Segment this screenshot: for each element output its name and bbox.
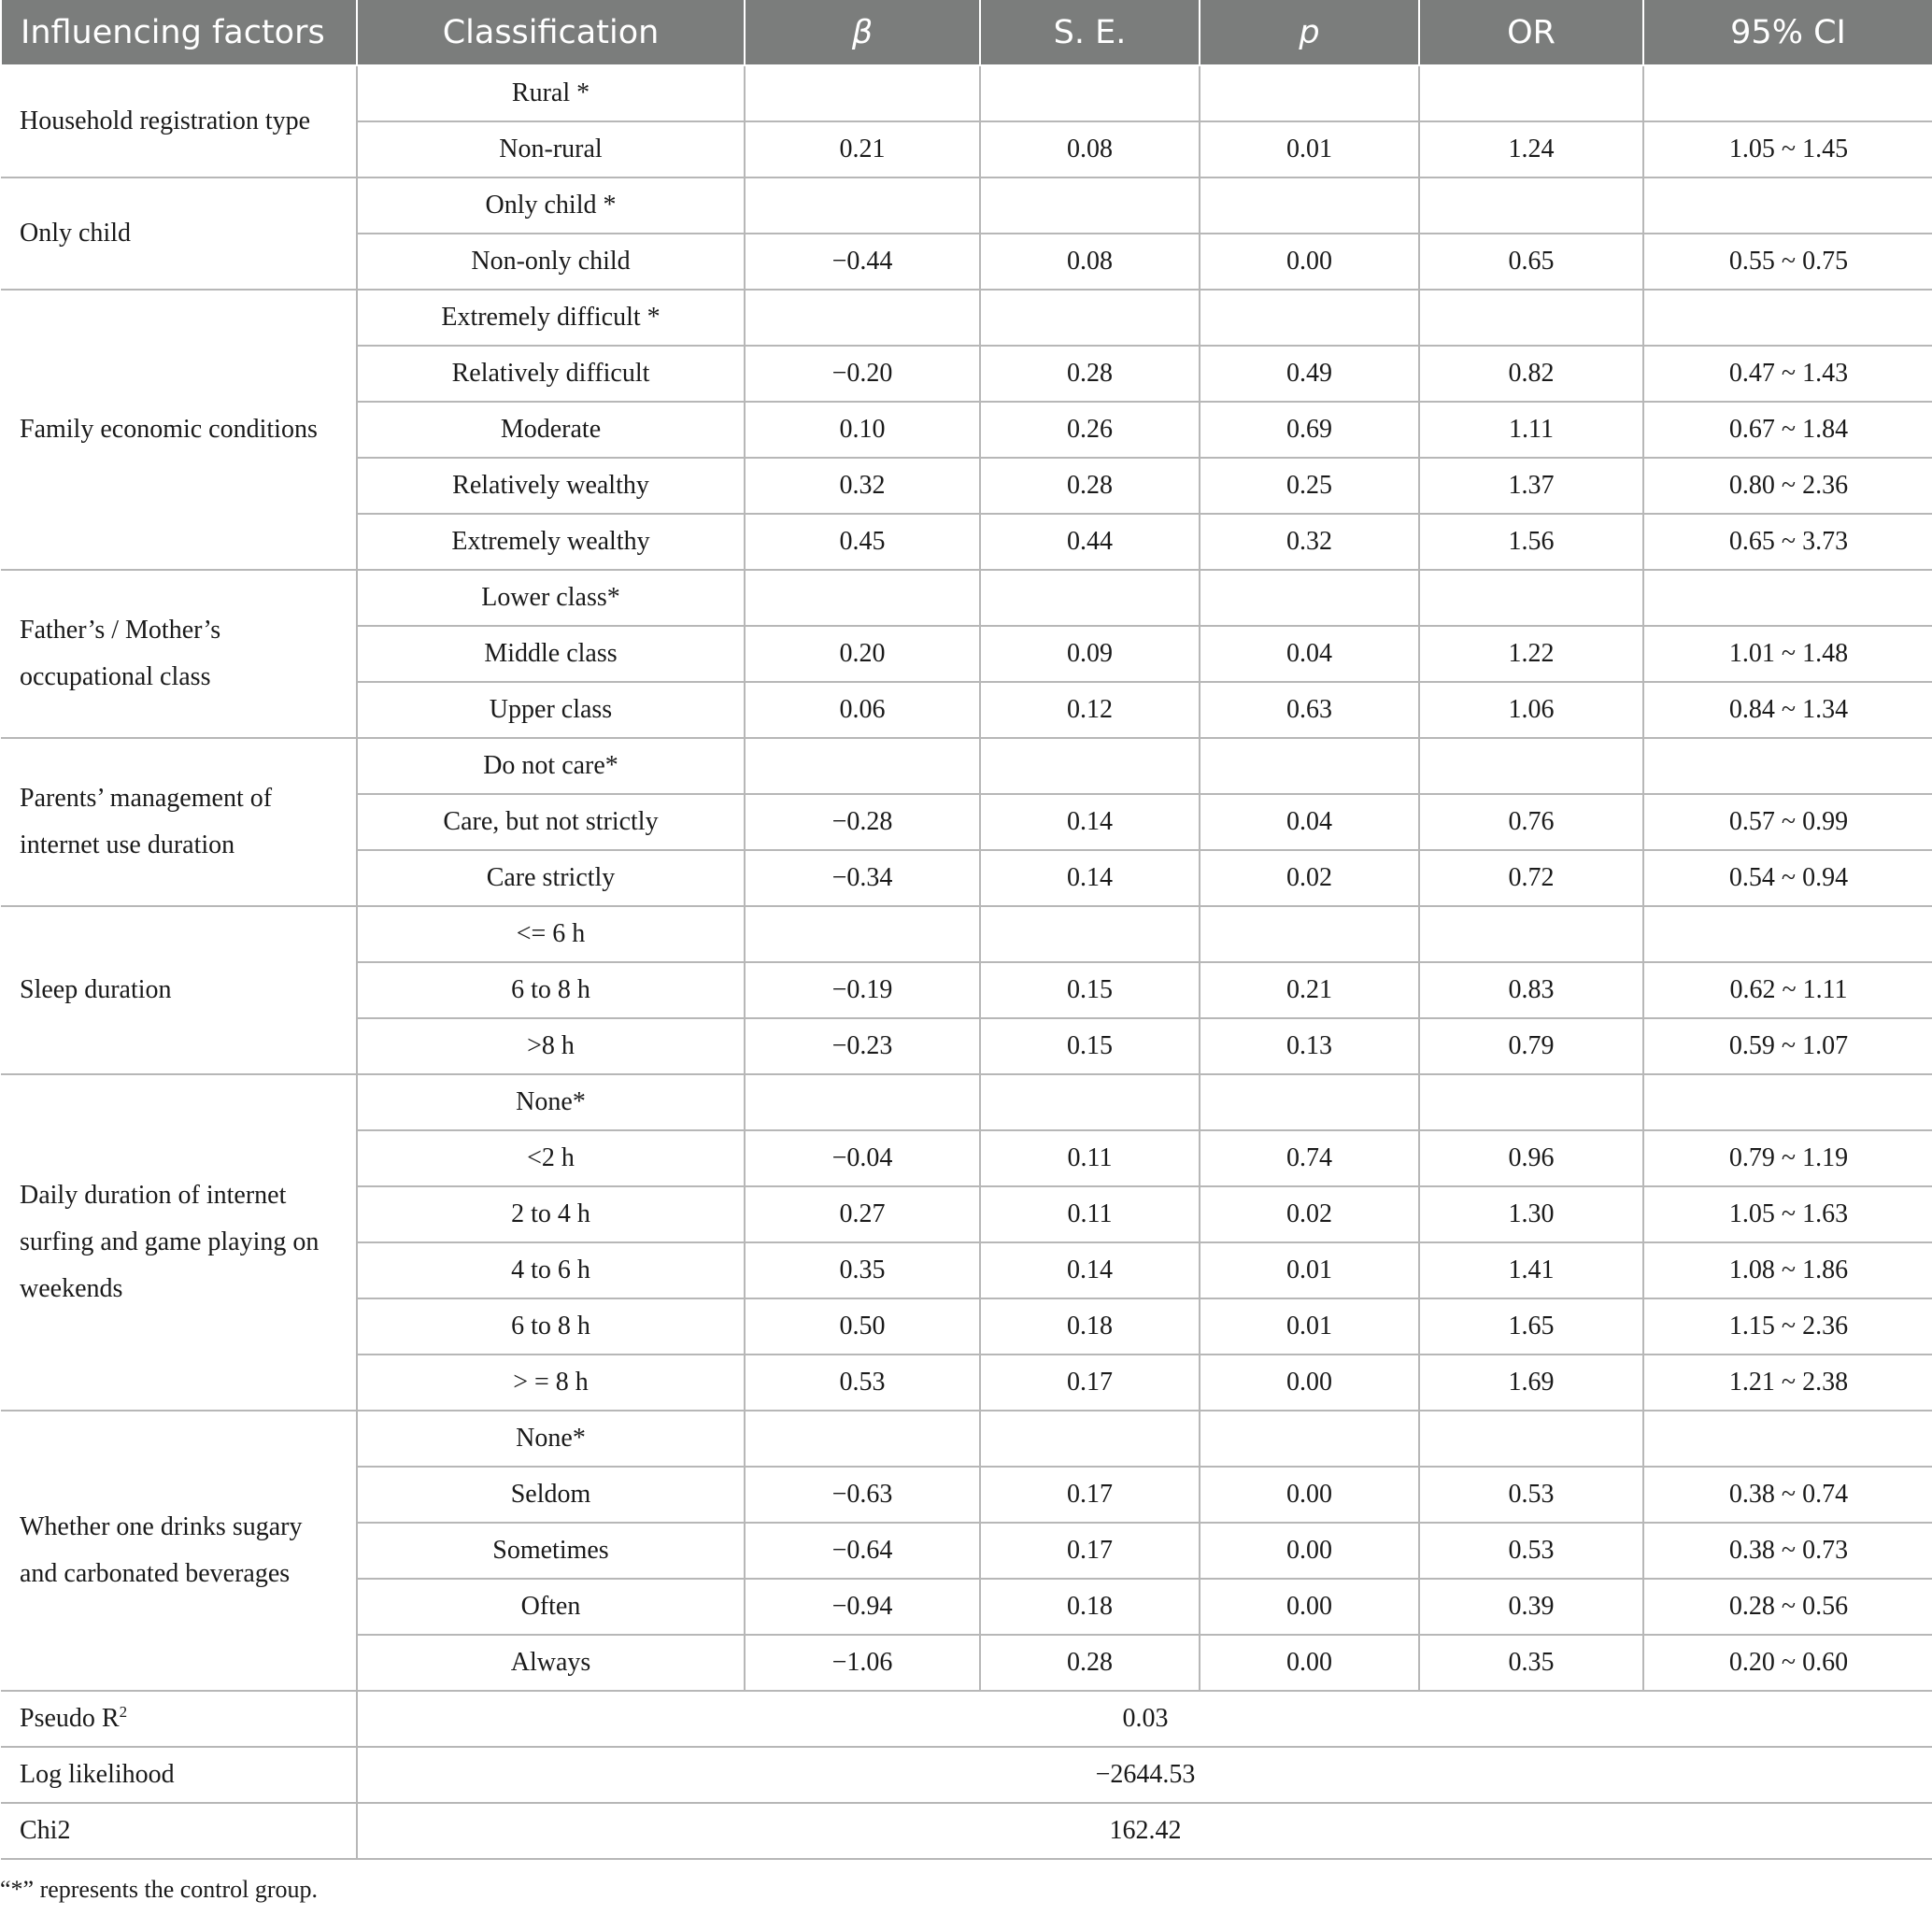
se-cell: 0.26 <box>980 402 1200 458</box>
ci-cell: 0.38 ~ 0.73 <box>1643 1523 1932 1579</box>
se-cell: 0.11 <box>980 1130 1200 1186</box>
classification-cell: None* <box>357 1411 745 1467</box>
ci-cell: 0.79 ~ 1.19 <box>1643 1130 1932 1186</box>
odds-ratio-cell: 1.24 <box>1419 121 1643 177</box>
se-cell: 0.09 <box>980 626 1200 682</box>
factor-cell: Family economic conditions <box>1 290 357 570</box>
ci-cell: 0.62 ~ 1.11 <box>1643 962 1932 1018</box>
factor-cell: Sleep duration <box>1 906 357 1074</box>
ci-cell: 1.08 ~ 1.86 <box>1643 1242 1932 1298</box>
odds-ratio-cell <box>1419 1411 1643 1467</box>
odds-ratio-cell: 0.76 <box>1419 794 1643 850</box>
ci-cell: 0.80 ~ 2.36 <box>1643 458 1932 514</box>
odds-ratio-cell: 0.72 <box>1419 850 1643 906</box>
ci-cell: 0.47 ~ 1.43 <box>1643 346 1932 402</box>
beta-cell: −0.94 <box>745 1579 980 1635</box>
odds-ratio-cell: 0.53 <box>1419 1523 1643 1579</box>
odds-ratio-cell: 1.30 <box>1419 1186 1643 1242</box>
beta-cell: 0.06 <box>745 682 980 738</box>
beta-cell: −0.04 <box>745 1130 980 1186</box>
p-value-cell: 0.63 <box>1200 682 1419 738</box>
factor-cell: Father’s / Mother’s occupational class <box>1 570 357 738</box>
p-value-cell: 0.25 <box>1200 458 1419 514</box>
beta-cell: 0.53 <box>745 1355 980 1411</box>
odds-ratio-cell <box>1419 1074 1643 1130</box>
classification-cell: Middle class <box>357 626 745 682</box>
se-cell: 0.14 <box>980 794 1200 850</box>
ci-cell <box>1643 65 1932 121</box>
classification-cell: Care strictly <box>357 850 745 906</box>
se-cell <box>980 177 1200 234</box>
se-cell: 0.28 <box>980 346 1200 402</box>
p-value-cell <box>1200 906 1419 962</box>
p-value-cell: 0.01 <box>1200 1298 1419 1355</box>
se-cell: 0.17 <box>980 1355 1200 1411</box>
table-row <box>1 1074 1932 1130</box>
classification-cell: Care, but not strictly <box>357 794 745 850</box>
p-value-cell: 0.04 <box>1200 626 1419 682</box>
ci-cell: 0.38 ~ 0.74 <box>1643 1467 1932 1523</box>
odds-ratio-cell: 1.69 <box>1419 1355 1643 1411</box>
beta-cell: 0.21 <box>745 121 980 177</box>
header-or: OR <box>1419 0 1643 65</box>
beta-cell: 0.35 <box>745 1242 980 1298</box>
table-row <box>1 290 1932 346</box>
odds-ratio-cell: 1.22 <box>1419 626 1643 682</box>
beta-cell <box>745 177 980 234</box>
p-value-cell: 0.32 <box>1200 514 1419 570</box>
p-value-cell: 0.00 <box>1200 234 1419 290</box>
classification-cell: 6 to 8 h <box>357 962 745 1018</box>
ci-cell <box>1643 1411 1932 1467</box>
beta-cell: −0.64 <box>745 1523 980 1579</box>
odds-ratio-cell <box>1419 177 1643 234</box>
factor-cell: Household registration type <box>1 65 357 177</box>
table-row <box>1 1411 1932 1467</box>
se-cell: 0.28 <box>980 1635 1200 1691</box>
se-cell: 0.15 <box>980 962 1200 1018</box>
classification-cell: Always <box>357 1635 745 1691</box>
p-value-cell: 0.01 <box>1200 121 1419 177</box>
header-p: p <box>1200 0 1419 65</box>
classification-cell: Rural * <box>357 65 745 121</box>
ci-cell: 0.84 ~ 1.34 <box>1643 682 1932 738</box>
odds-ratio-cell: 0.35 <box>1419 1635 1643 1691</box>
odds-ratio-cell <box>1419 290 1643 346</box>
se-cell <box>980 570 1200 626</box>
se-cell: 0.17 <box>980 1523 1200 1579</box>
beta-cell: −0.44 <box>745 234 980 290</box>
p-value-cell <box>1200 1074 1419 1130</box>
table-row <box>1 177 1932 234</box>
odds-ratio-cell: 0.53 <box>1419 1467 1643 1523</box>
beta-cell: 0.27 <box>745 1186 980 1242</box>
classification-cell: 2 to 4 h <box>357 1186 745 1242</box>
odds-ratio-cell: 0.79 <box>1419 1018 1643 1074</box>
p-value-cell: 0.49 <box>1200 346 1419 402</box>
header-beta: β <box>745 0 980 65</box>
ci-cell <box>1643 570 1932 626</box>
classification-cell: None* <box>357 1074 745 1130</box>
stat-value-cell: −2644.53 <box>357 1747 1932 1803</box>
ci-cell: 0.67 ~ 1.84 <box>1643 402 1932 458</box>
se-cell: 0.44 <box>980 514 1200 570</box>
odds-ratio-cell: 0.65 <box>1419 234 1643 290</box>
classification-cell: <2 h <box>357 1130 745 1186</box>
ci-cell: 1.21 ~ 2.38 <box>1643 1355 1932 1411</box>
p-value-cell <box>1200 738 1419 794</box>
odds-ratio-cell: 1.56 <box>1419 514 1643 570</box>
classification-cell: 4 to 6 h <box>357 1242 745 1298</box>
table-row <box>1 738 1932 794</box>
odds-ratio-cell: 0.39 <box>1419 1579 1643 1635</box>
classification-cell: Do not care* <box>357 738 745 794</box>
odds-ratio-cell <box>1419 570 1643 626</box>
stat-label: Chi2 <box>20 1816 71 1845</box>
odds-ratio-cell <box>1419 65 1643 121</box>
odds-ratio-cell: 1.11 <box>1419 402 1643 458</box>
classification-cell: Lower class* <box>357 570 745 626</box>
se-cell: 0.11 <box>980 1186 1200 1242</box>
ci-cell: 0.57 ~ 0.99 <box>1643 794 1932 850</box>
p-value-cell <box>1200 290 1419 346</box>
classification-cell: Sometimes <box>357 1523 745 1579</box>
classification-cell: Non-only child <box>357 234 745 290</box>
beta-cell: 0.10 <box>745 402 980 458</box>
odds-ratio-cell: 0.82 <box>1419 346 1643 402</box>
se-cell: 0.08 <box>980 234 1200 290</box>
beta-cell: −0.63 <box>745 1467 980 1523</box>
stat-label-cell <box>1 1691 357 1747</box>
classification-cell: Extremely difficult * <box>357 290 745 346</box>
p-value-cell <box>1200 1411 1419 1467</box>
odds-ratio-cell: 1.41 <box>1419 1242 1643 1298</box>
classification-cell: Moderate <box>357 402 745 458</box>
se-cell: 0.17 <box>980 1467 1200 1523</box>
stat-label-cell <box>1 1747 357 1803</box>
se-cell <box>980 65 1200 121</box>
p-value-cell: 0.04 <box>1200 794 1419 850</box>
classification-cell: >8 h <box>357 1018 745 1074</box>
classification-cell: <= 6 h <box>357 906 745 962</box>
se-cell: 0.18 <box>980 1579 1200 1635</box>
odds-ratio-cell: 0.96 <box>1419 1130 1643 1186</box>
classification-cell: Seldom <box>357 1467 745 1523</box>
classification-cell: 6 to 8 h <box>357 1298 745 1355</box>
p-value-cell: 0.21 <box>1200 962 1419 1018</box>
ci-cell <box>1643 906 1932 962</box>
beta-cell <box>745 1411 980 1467</box>
classification-cell: Upper class <box>357 682 745 738</box>
header-row <box>1 0 1932 65</box>
ci-cell: 0.55 ~ 0.75 <box>1643 234 1932 290</box>
stat-row <box>1 1803 1932 1859</box>
p-value-cell: 0.74 <box>1200 1130 1419 1186</box>
p-value-cell: 0.00 <box>1200 1355 1419 1411</box>
ci-cell: 1.15 ~ 2.36 <box>1643 1298 1932 1355</box>
beta-cell <box>745 906 980 962</box>
ci-cell <box>1643 290 1932 346</box>
beta-cell: −0.20 <box>745 346 980 402</box>
ci-cell: 1.05 ~ 1.63 <box>1643 1186 1932 1242</box>
header-classification: Classification <box>357 0 745 65</box>
beta-cell: 0.20 <box>745 626 980 682</box>
se-cell: 0.18 <box>980 1298 1200 1355</box>
beta-cell <box>745 65 980 121</box>
odds-ratio-cell: 1.06 <box>1419 682 1643 738</box>
p-value-cell <box>1200 177 1419 234</box>
se-cell: 0.14 <box>980 850 1200 906</box>
table-body <box>1 65 1932 1859</box>
table-footnote: “*” represents the control group. <box>0 1876 319 1903</box>
factor-cell: Parents’ management of internet use duration <box>1 738 357 906</box>
classification-cell: Only child * <box>357 177 745 234</box>
odds-ratio-cell: 1.65 <box>1419 1298 1643 1355</box>
ci-cell: 1.05 ~ 1.45 <box>1643 121 1932 177</box>
ci-cell: 0.65 ~ 3.73 <box>1643 514 1932 570</box>
odds-ratio-cell <box>1419 738 1643 794</box>
stat-label-cell <box>1 1803 357 1859</box>
stat-value-cell: 0.03 <box>357 1691 1932 1747</box>
ci-cell <box>1643 1074 1932 1130</box>
stat-row <box>1 1747 1932 1803</box>
se-cell: 0.15 <box>980 1018 1200 1074</box>
ci-cell: 0.28 ~ 0.56 <box>1643 1579 1932 1635</box>
p-value-cell <box>1200 65 1419 121</box>
classification-cell: > = 8 h <box>357 1355 745 1411</box>
stat-row <box>1 1691 1932 1747</box>
p-value-cell: 0.00 <box>1200 1635 1419 1691</box>
se-cell <box>980 1074 1200 1130</box>
p-value-cell: 0.69 <box>1200 402 1419 458</box>
p-value-cell: 0.02 <box>1200 850 1419 906</box>
stat-value-cell: 162.42 <box>357 1803 1932 1859</box>
se-cell <box>980 738 1200 794</box>
se-cell: 0.12 <box>980 682 1200 738</box>
odds-ratio-cell: 0.83 <box>1419 962 1643 1018</box>
beta-cell: 0.32 <box>745 458 980 514</box>
table-header <box>1 0 1932 65</box>
se-cell: 0.14 <box>980 1242 1200 1298</box>
p-value-cell: 0.00 <box>1200 1579 1419 1635</box>
beta-cell <box>745 738 980 794</box>
ci-cell <box>1643 738 1932 794</box>
stat-label: Log likelihood <box>20 1760 175 1789</box>
beta-cell: −0.34 <box>745 850 980 906</box>
table-row <box>1 65 1932 121</box>
factor-cell: Only child <box>1 177 357 290</box>
stat-superscript: 2 <box>119 1703 128 1721</box>
classification-cell: Relatively difficult <box>357 346 745 402</box>
classification-cell: Often <box>357 1579 745 1635</box>
ci-cell: 0.59 ~ 1.07 <box>1643 1018 1932 1074</box>
factor-cell: Daily duration of internet surfing and game playing on weekends <box>1 1074 357 1411</box>
ci-cell <box>1643 177 1932 234</box>
beta-cell <box>745 290 980 346</box>
classification-cell: Non-rural <box>357 121 745 177</box>
beta-cell: −0.19 <box>745 962 980 1018</box>
ci-cell: 0.20 ~ 0.60 <box>1643 1635 1932 1691</box>
classification-cell: Extremely wealthy <box>357 514 745 570</box>
header-influencing-factors: Influencing factors <box>1 0 357 65</box>
se-cell: 0.08 <box>980 121 1200 177</box>
p-value-cell: 0.13 <box>1200 1018 1419 1074</box>
odds-ratio-cell: 1.37 <box>1419 458 1643 514</box>
factor-cell: Whether one drinks sugary and carbonated beverages <box>1 1411 357 1691</box>
p-value-cell: 0.01 <box>1200 1242 1419 1298</box>
stat-label: Pseudo R <box>20 1704 120 1733</box>
beta-cell: −1.06 <box>745 1635 980 1691</box>
beta-cell: 0.50 <box>745 1298 980 1355</box>
se-cell <box>980 906 1200 962</box>
se-cell <box>980 290 1200 346</box>
beta-cell <box>745 570 980 626</box>
beta-cell: −0.23 <box>745 1018 980 1074</box>
p-value-cell: 0.00 <box>1200 1467 1419 1523</box>
table-row <box>1 570 1932 626</box>
classification-cell: Relatively wealthy <box>357 458 745 514</box>
ci-cell: 1.01 ~ 1.48 <box>1643 626 1932 682</box>
p-value-cell <box>1200 570 1419 626</box>
header-ci: 95% CI <box>1643 0 1932 65</box>
beta-cell: 0.45 <box>745 514 980 570</box>
header-se: S. E. <box>980 0 1200 65</box>
beta-cell <box>745 1074 980 1130</box>
ci-cell: 0.54 ~ 0.94 <box>1643 850 1932 906</box>
table-row <box>1 906 1932 962</box>
odds-ratio-cell <box>1419 906 1643 962</box>
beta-cell: −0.28 <box>745 794 980 850</box>
p-value-cell: 0.00 <box>1200 1523 1419 1579</box>
se-cell: 0.28 <box>980 458 1200 514</box>
se-cell <box>980 1411 1200 1467</box>
p-value-cell: 0.02 <box>1200 1186 1419 1242</box>
